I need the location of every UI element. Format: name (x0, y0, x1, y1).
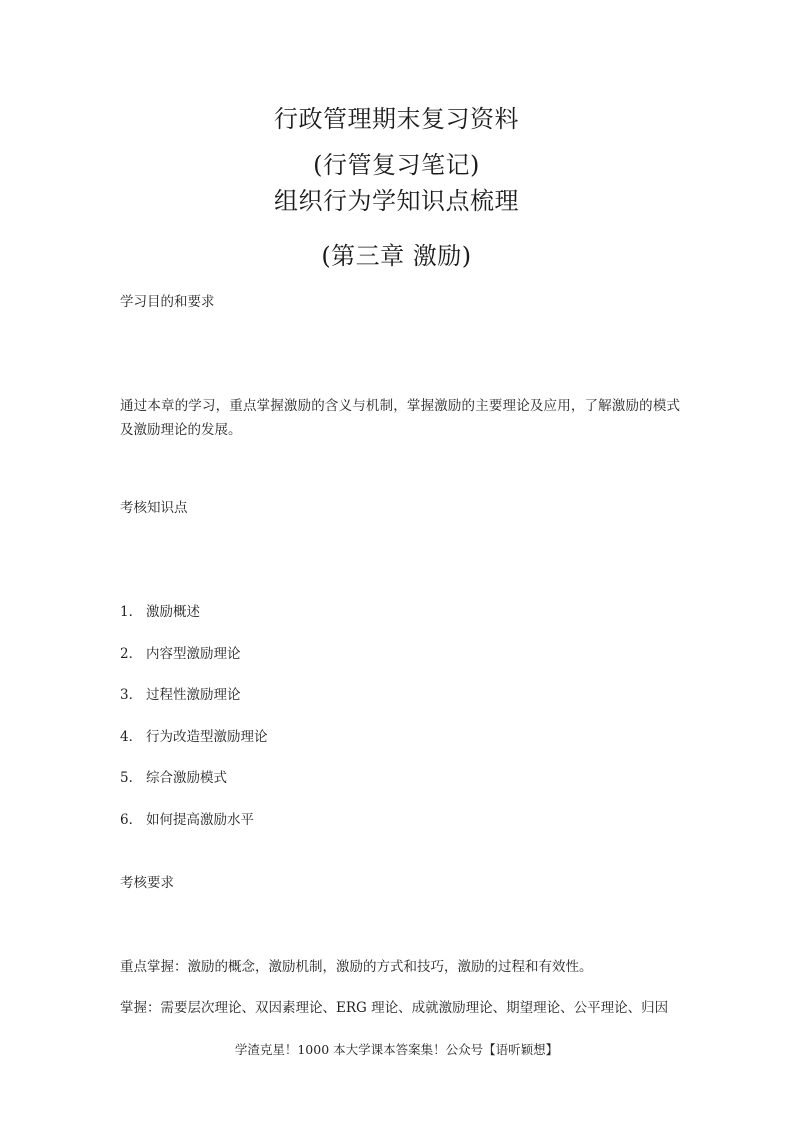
list-item-label: 如何提高激励水平 (146, 812, 254, 828)
list-item-number: 1． (120, 604, 143, 620)
list-item (120, 767, 227, 789)
doc-title-line-2: (行管复习笔记) (313, 151, 480, 179)
doc-chapter-title: (第三章 激励) (321, 242, 472, 270)
list-item-number: 6． (120, 812, 143, 828)
list-item (120, 726, 268, 748)
list-item-label: 行为改造型激励理论 (146, 729, 268, 745)
knowledge-points-heading: 考核知识点 (120, 500, 188, 516)
list-item-label: 综合激励模式 (146, 770, 227, 786)
list-item-number: 3． (120, 687, 143, 703)
requirements-heading: 考核要求 (120, 875, 174, 891)
list-item-label: 内容型激励理论 (146, 646, 241, 662)
objectives-heading: 学习目的和要求 (120, 294, 215, 310)
page-footer: 学渣克星！1000 本大学课本答案集！公众号【语听颖想】 (234, 1042, 559, 1057)
list-item-number: 2． (120, 646, 143, 662)
doc-title-line-1: 行政管理期末复习资料 (274, 105, 519, 133)
doc-title-line-3: 组织行为学知识点梳理 (274, 187, 519, 215)
list-item-number: 4． (120, 729, 143, 745)
mastery-line: 掌握：需要层次理论、双因素理论、ERG 理论、成就激励理论、期望理论、公平理论、归因 (120, 1000, 669, 1016)
objectives-paragraph: 通过本章的学习，重点掌握激励的含义与机制，掌握激励的主要理论及应用，了解激励的模式及激励理论的发展。 (120, 398, 680, 438)
list-item (120, 684, 241, 706)
list-item (120, 601, 200, 623)
list-item-label: 过程性激励理论 (146, 687, 241, 703)
list-item-label: 激励概述 (146, 604, 200, 620)
list-item (120, 643, 241, 665)
list-item (120, 809, 254, 831)
key-mastery-line: 重点掌握：激励的概念，激励机制，激励的方式和技巧，激励的过程和有效性。 (120, 959, 593, 975)
list-item-number: 5． (120, 770, 143, 786)
